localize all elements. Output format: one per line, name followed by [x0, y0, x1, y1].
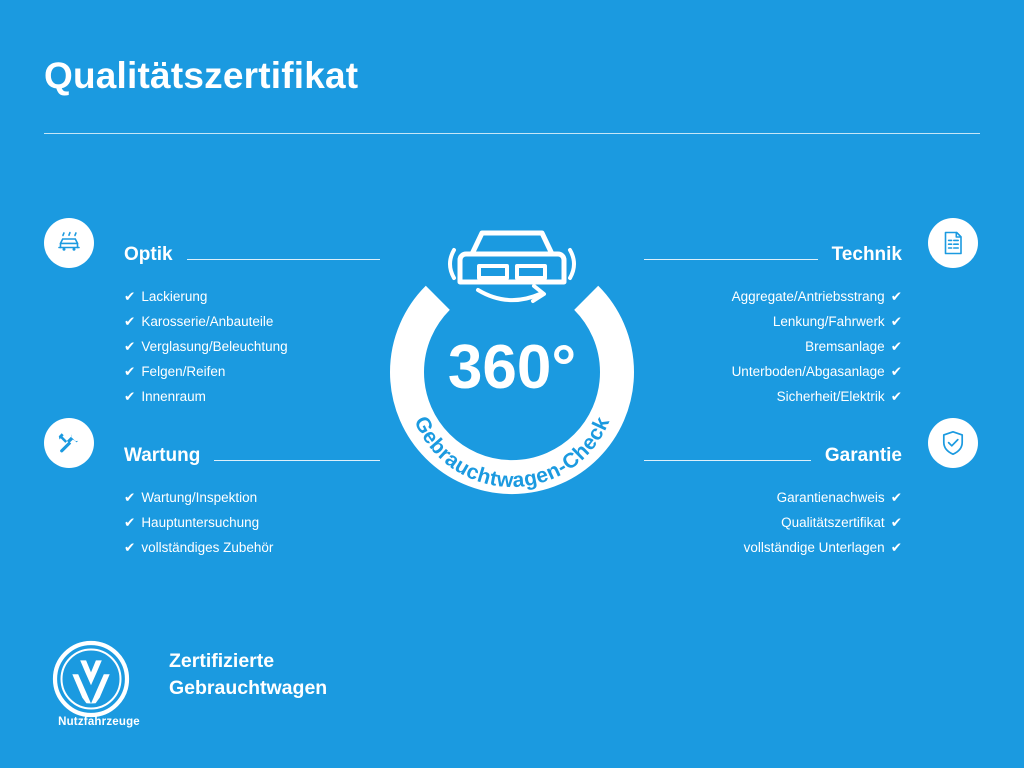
- list-item-label: Qualitätszertifikat: [781, 515, 885, 530]
- check-icon: ✔: [890, 389, 902, 404]
- list-item-label: Garantienachweis: [776, 490, 885, 505]
- list-item: [124, 284, 380, 309]
- check-icon: ✔: [124, 540, 136, 555]
- footer-claim: [169, 648, 327, 702]
- section-optik-header: [124, 236, 380, 266]
- list-item: [124, 359, 380, 384]
- check-icon: ✔: [124, 364, 136, 379]
- section-optik: [124, 236, 380, 409]
- list-item-label: Karosserie/Anbauteile: [141, 314, 274, 329]
- section-technik-header: [644, 236, 902, 266]
- list-item-label: Sicherheit/Elektrik: [776, 389, 885, 404]
- check-icon: ✔: [890, 490, 902, 505]
- center-360-graphic: [366, 186, 658, 496]
- list-item-label: Felgen/Reifen: [141, 364, 226, 379]
- list-item: [644, 359, 902, 384]
- check-icon: ✔: [890, 364, 902, 379]
- list-item: [124, 384, 380, 409]
- list-item: [644, 384, 902, 409]
- section-wartung-items: [124, 485, 380, 560]
- section-wartung-header: [124, 437, 380, 467]
- list-item: [644, 485, 902, 510]
- car-wash-icon: [44, 218, 94, 268]
- footer-claim-line1: Zertifizierte: [169, 650, 275, 672]
- check-icon: ✔: [890, 314, 902, 329]
- check-icon: ✔: [890, 339, 902, 354]
- footer: [44, 638, 564, 738]
- check-icon: ✔: [124, 490, 136, 505]
- check-icon: ✔: [124, 515, 136, 530]
- title-divider: [44, 133, 980, 134]
- list-item-label: vollständige Unterlagen: [743, 540, 885, 555]
- section-wartung-divider: [214, 460, 380, 461]
- list-item-label: Lackierung: [141, 289, 208, 304]
- vw-logo-subtitle: Nutzfahrzeuge: [58, 716, 140, 728]
- car-360-icon: [450, 233, 574, 301]
- page-title: Qualitätszertifikat: [44, 55, 359, 96]
- list-item: [124, 510, 380, 535]
- list-item: [644, 334, 902, 359]
- footer-claim-line2: Gebrauchtwagen: [169, 677, 328, 699]
- section-garantie-title: Garantie: [824, 445, 902, 466]
- section-optik-items: [124, 284, 380, 409]
- list-item-label: Aggregate/Antriebsstrang: [731, 289, 885, 304]
- list-item-label: Wartung/Inspektion: [141, 490, 258, 505]
- section-optik-title: Optik: [124, 244, 173, 265]
- check-icon: ✔: [890, 289, 902, 304]
- list-item: [124, 334, 380, 359]
- check-icon: ✔: [124, 339, 136, 354]
- check-icon: ✔: [124, 389, 136, 404]
- list-item: [644, 510, 902, 535]
- checklist-document-icon: [928, 218, 978, 268]
- section-garantie-header: [644, 437, 902, 467]
- list-item: [644, 284, 902, 309]
- check-icon: ✔: [890, 540, 902, 555]
- section-garantie: [644, 437, 902, 560]
- list-item: [644, 535, 902, 560]
- list-item-label: Verglasung/Beleuchtung: [141, 339, 288, 354]
- list-item: [124, 485, 380, 510]
- shield-check-icon: [928, 418, 978, 468]
- list-item-label: Unterboden/Abgasanlage: [731, 364, 885, 379]
- check-icon: ✔: [890, 515, 902, 530]
- list-item-label: vollständiges Zubehör: [141, 540, 274, 555]
- check-icon: ✔: [124, 289, 136, 304]
- list-item-label: Innenraum: [141, 389, 206, 404]
- section-optik-divider: [187, 259, 380, 260]
- center-value: 360°: [447, 333, 577, 402]
- section-wartung-title: Wartung: [124, 445, 201, 466]
- center-caption: Gebrauchtwagen-Check: [409, 412, 615, 493]
- list-item-label: Bremsanlage: [805, 339, 885, 354]
- list-item-label: Lenkung/Fahrwerk: [772, 314, 885, 329]
- service-tools-icon: [44, 418, 94, 468]
- list-item-label: Hauptuntersuchung: [141, 515, 260, 530]
- section-wartung: [124, 437, 380, 560]
- section-technik-items: [644, 284, 902, 409]
- section-garantie-items: [644, 485, 902, 560]
- list-item: [124, 309, 380, 334]
- section-technik-title: Technik: [831, 244, 902, 265]
- list-item: [124, 535, 380, 560]
- section-garantie-divider: [644, 460, 811, 461]
- vw-logo: [52, 640, 130, 718]
- list-item: [644, 309, 902, 334]
- check-icon: ✔: [124, 314, 136, 329]
- section-technik: [644, 236, 902, 409]
- section-technik-divider: [644, 259, 818, 260]
